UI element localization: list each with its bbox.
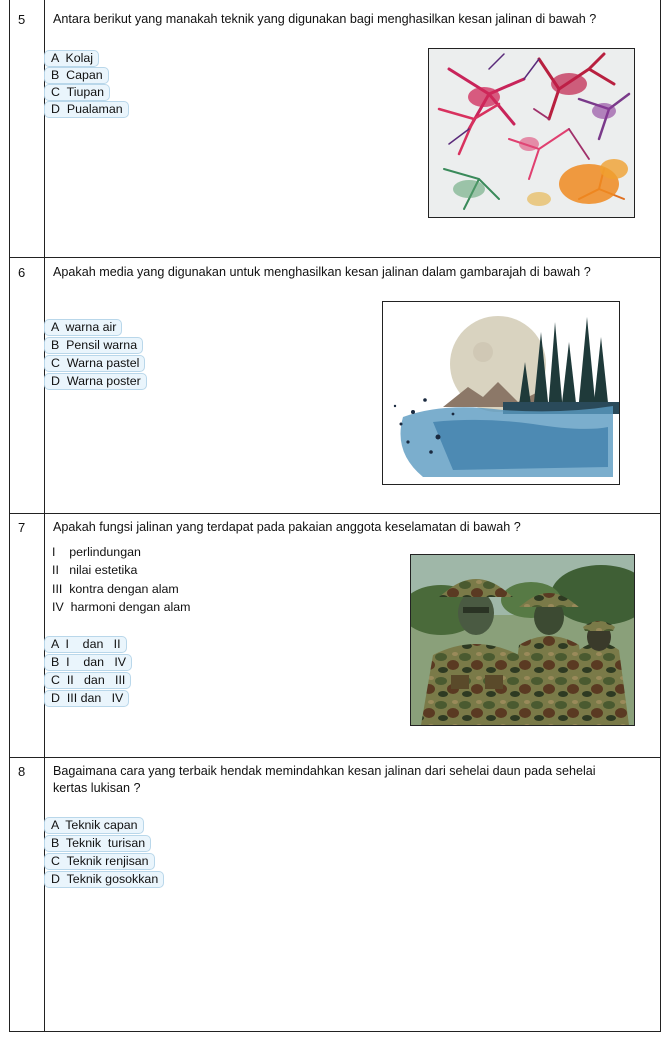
option-d[interactable]: D Warna poster — [44, 373, 147, 390]
table-left-border — [9, 0, 10, 1032]
option-a[interactable]: A Teknik capan — [44, 817, 144, 834]
option-c[interactable]: C Tiupan — [44, 84, 110, 101]
table-right-border — [660, 0, 661, 1032]
option-b[interactable]: B I dan IV — [44, 654, 132, 671]
option-b[interactable]: B Pensil warna — [44, 337, 143, 354]
question-number: 7 — [18, 520, 26, 535]
question-number: 6 — [18, 265, 26, 280]
question-text: Apakah media yang digunakan untuk menghasilkan kesan jalinan dalam gambarajah di bawah ? — [53, 265, 591, 279]
option-b[interactable]: B Teknik turisan — [44, 835, 151, 852]
statement-i: I perlindungan — [52, 545, 141, 559]
option-a[interactable]: A warna air — [44, 319, 122, 336]
moon-forest-watercolor-image — [382, 301, 620, 485]
question-text-line-1: Bagaimana cara yang terbaik hendak memindahkan kesan jalinan dari sehelai daun pada sehelai — [53, 764, 596, 778]
option-b[interactable]: B Capan — [44, 67, 109, 84]
row-divider-7 — [9, 513, 661, 514]
option-d[interactable]: D Teknik gosokkan — [44, 871, 164, 888]
question-number: 8 — [18, 764, 26, 779]
row-divider-8 — [9, 757, 661, 758]
option-c[interactable]: C Warna pastel — [44, 355, 145, 372]
table-bottom-border — [9, 1031, 661, 1032]
question-text: Antara berikut yang manakah teknik yang digunakan bagi menghasilkan kesan jalinan di bawah ? — [53, 12, 597, 26]
blown-ink-artwork-image — [428, 48, 635, 218]
option-c[interactable]: C II dan III — [44, 672, 131, 689]
row-divider-6 — [9, 257, 661, 258]
option-a[interactable]: A Kolaj — [44, 50, 99, 67]
option-d[interactable]: D Pualaman — [44, 101, 129, 118]
statement-iv: IV harmoni dengan alam — [52, 600, 191, 614]
option-d[interactable]: D III dan IV — [44, 690, 129, 707]
camouflage-soldiers-photo — [410, 554, 635, 726]
question-text-line-2: kertas lukisan ? — [53, 781, 141, 795]
statement-ii: II nilai estetika — [52, 563, 138, 577]
option-c[interactable]: C Teknik renjisan — [44, 853, 155, 870]
question-number: 5 — [18, 12, 26, 27]
option-a[interactable]: A I dan II — [44, 636, 127, 653]
question-text: Apakah fungsi jalinan yang terdapat pada pakaian anggota keselamatan di bawah ? — [53, 520, 521, 534]
statement-iii: III kontra dengan alam — [52, 582, 179, 596]
